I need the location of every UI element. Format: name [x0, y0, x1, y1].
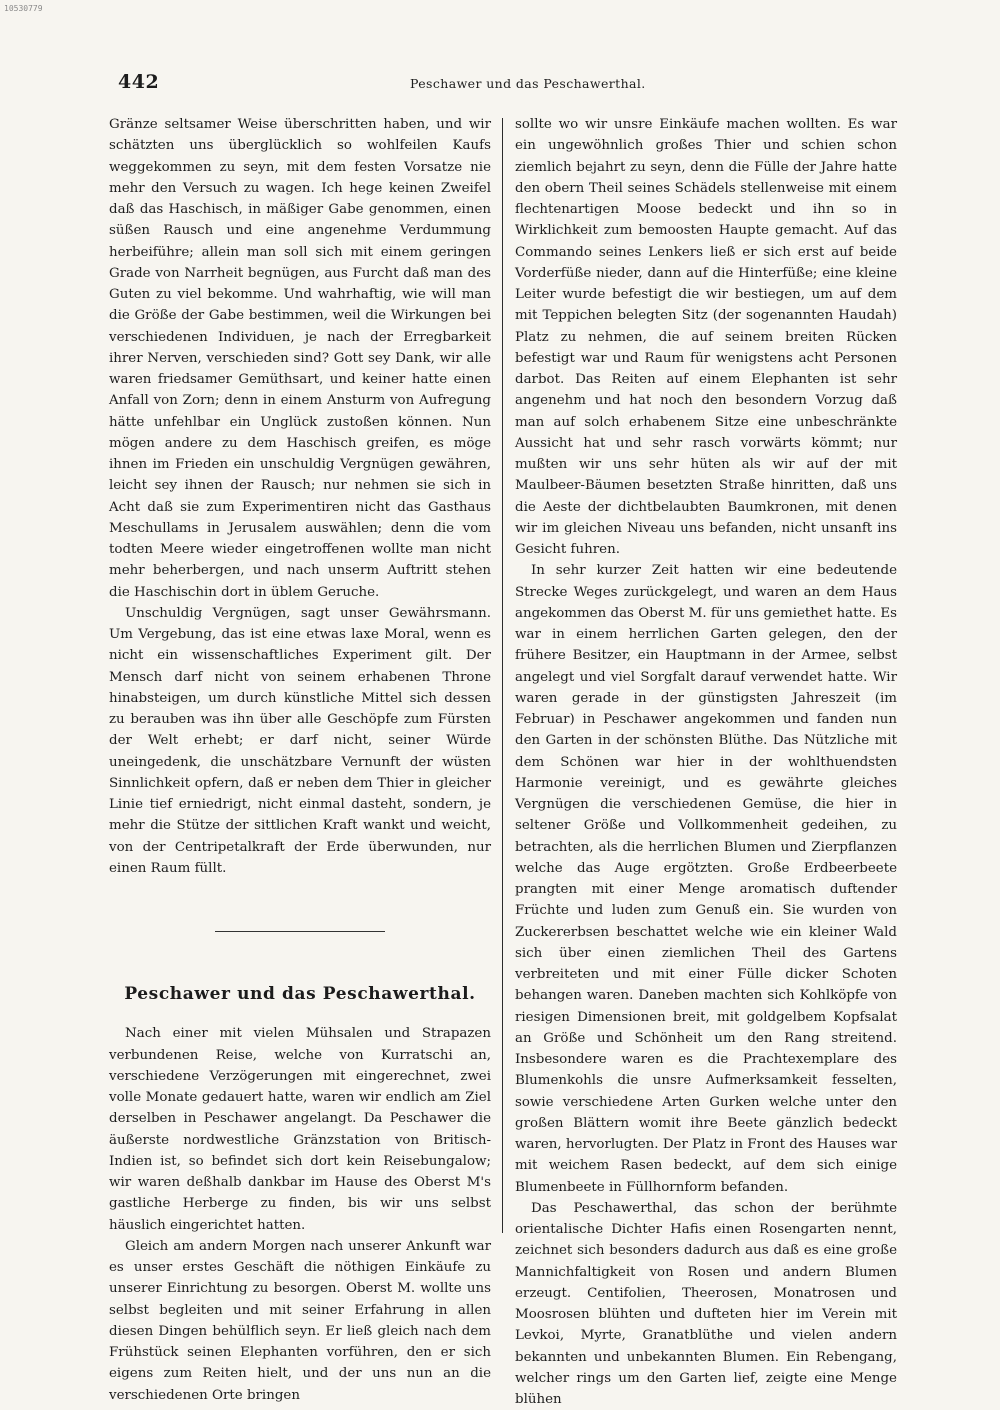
- running-head: Peschawer und das Peschawerthal.: [410, 76, 646, 91]
- section-divider: [215, 931, 385, 932]
- paragraph: Gränze seltsamer Weise überschritten haben, und wir schätzten uns überglücklich so wohlfeilen Kaufs weggekommen zu seyn, mit dem festen Vorsatze nie mehr den Versuch zu wagen. Ich hege keinen Zweifel daß das Haschisch, in mäßiger Gabe genommen, einen süßen Rausch und eine angenehme Verdummung herbeiführe; allein man soll sich mit einem geringen Grade von Narrheit begnügen, aus Furcht daß man des Guten zu viel bekomme. Und wahrhaftig, wie will man die Größe der Gabe bestimmen, weil die Wirkungen bei verschiedenen Individuen, je nach der Erregbarkeit ihrer Nerven, verschieden sind? Gott sey Dank, wir alle waren friedsamer Gemüthsart, und keiner hatte einen Anfall von Zorn; denn in einem Ansturm von Aufregung hätte unfehlbar ein Unglück zustoßen können. Nun mögen andere zu dem Haschisch greifen, es möge ihnen im Frieden ein unschuldig Vergnügen gewähren, leicht sey ihnen der Rausch; nur nehmen sie sich in Acht daß sie zum Experimentiren nicht das Gasthaus Meschullams in Jerusalem auswählen; denn die vom todten Meere wieder eingetroffenen wollte man nicht mehr beherbergen, und nach unserm Auftritt stehen die Haschischin dort in üblem Geruche.: [109, 117, 491, 600]
- left-column: [109, 114, 491, 1406]
- right-column: [515, 114, 897, 1410]
- scan-id: 10530779: [4, 4, 43, 13]
- paragraph: In sehr kurzer Zeit hatten wir eine bedeutende Strecke Weges zurückgelegt, und waren an dem Haus angekommen das Oberst M. für uns gemiethet hatte. Es war in einem herrlichen Garten gelegen, den der frühere Besitzer, ein Hauptmann in der Armee, selbst angelegt und viel Sorgfalt darauf verwendet hatte. Wir waren gerade in der günstigsten Jahreszeit (im Februar) in Peschawer angekommen und fanden nun den Garten in der schönsten Blüthe. Das Nützliche mit dem Schönen war hier in der wohlthuendsten Harmonie vereinigt, und es gewährte gleiches Vergnügen die verschiedenen Gemüse, die hier in seltener Größe und Vollkommenheit gedeihen, zu betrachten, als die herrlichen Blumen und Zierpflanzen welche das Auge ergötzten. Große Erdbeerbeete prangten mit einer Menge aromatisch duftender Früchte und luden zum Genuß ein. Sie wurden von Zuckererbsen beschattet welche wie ein kleiner Wald sich über einen ziemlichen Theil des Gartens verbreiteten und mit einer Fülle dicker Schoten behangen waren. Daneben machten sich Kohlköpfe von riesigen Dimensionen breit, mit goldgelbem Kopfsalat an Größe und Schönheit um den Rang streitend. Insbesondere waren es die Prachtexemplare des Blumenkohls die unsre Aufmerksamkeit fesselten, sowie verschiedene Arten Gurken welche unter den großen Blättern womit ihre Beete gänzlich bedeckt waren, hervorlugten. Der Platz in Front des Hauses war mit weichem Rasen bedeckt, auf dem sich einige Blumenbeete in Füllhornform befanden.: [515, 563, 897, 1195]
- paragraph: Das Peschawerthal, das schon der berühmte orientalische Dichter Hafis einen Rosengarten nennt, zeichnet sich besonders dadurch aus daß es eine große Mannichfaltigkeit von Rosen und andern Blumen erzeugt. Centifolien, Theerosen, Monatrosen und Moosrosen blühten und dufteten hier im Verein mit Levkoi, Myrte, Granatblüthe und vielen andern bekannten und unbekannten Blumen. Ein Rebengang, welcher rings um den Garten lief, zeigte eine Menge blühen: [515, 1200, 897, 1407]
- paragraph: sollte wo wir unsre Einkäufe machen wollten. Es war ein ungewöhnlich großes Thier und schien schon ziemlich bejahrt zu seyn, denn die Fülle der Jahre hatte den obern Theil seines Schädels stellenweise mit einem flechtenartigen Moose bedeckt und ihn so in Wirklichkeit zum bemoosten Haupte gemacht. Auf das Commando seines Lenkers ließ er sich erst auf beide Vorderfüße nieder, dann auf die Hinterfüße; eine kleine Leiter wurde befestigt die wir bestiegen, um auf dem mit Teppichen belegten Sitz (der sogenannten Haudah) Platz zu nehmen, die auf seinem breiten Rücken befestigt war und Raum für wenigstens acht Personen darbot. Das Reiten auf einem Elephanten ist sehr angenehm und hat noch den besondern Vorzug daß man auf solch erhabenem Sitze eine unbeschränkte Aussicht hat und sehr rasch vorwärts kömmt; nur mußten wir uns sehr hüten als wir auf der mit Maulbeer-Bäumen besetzten Straße hinritten, daß uns die Aeste der dichtbelaubten Baumkronen, mit denen wir im gleichen Niveau uns befanden, nicht unsanft ins Gesicht fuhren.: [515, 117, 897, 557]
- section-title: Peschawer und das Peschawerthal.: [124, 984, 476, 1004]
- page-number: 442: [118, 71, 160, 93]
- paragraph: Gleich am andern Morgen nach unserer Ankunft war es unser erstes Geschäft die nöthigen Einkäufe zu unserer Einrichtung zu besorgen. Oberst M. wollte uns selbst begleiten und mit seiner Erfahrung in allen diesen Dingen behülflich seyn. Er ließ gleich nach dem Frühstück seinen Elephanten vorführen, den er sich eigens zum Reiten hielt, und der uns nun an die verschiedenen Orte bringen: [109, 1238, 491, 1403]
- paragraph: Unschuldig Vergnügen, sagt unser Gewährsmann. Um Vergebung, das ist eine etwas laxe Moral, wenn es nicht ein wissenschaftliches Experiment gilt. Der Mensch darf nicht von seinem erhabenen Throne hinabsteigen, um durch künstliche Mittel sich dessen zu berauben was ihn über alle Geschöpfe zum Fürsten der Welt erhebt; er darf nicht, seiner Würde uneingedenk, die unschätzbare Vernunft der wüsten Sinnlichkeit opfern, daß er neben dem Thier in gleicher Linie tief erniedrigt, nicht einmal dasteht, sondern, je mehr die Stütze der sittlichen Kraft wankt und weicht, von der Centripetalkraft der Erde überwunden, nur einen Raum füllt.: [109, 605, 491, 876]
- column-divider: [502, 118, 503, 1233]
- paragraph: Nach einer mit vielen Mühsalen und Strapazen verbundenen Reise, welche von Kurratschi an, verschiedene Verzögerungen mit eingerechnet, zwei volle Monate gedauert hatte, waren wir endlich am Ziel derselben in Peschawer angelangt. Da Peschawer die äußerste nordwestliche Gränzstation von Britisch-Indien ist, so befindet sich dort kein Reisebungalow; wir waren deßhalb dankbar im Hause des Oberst M's gastliche Herberge zu finden, bis wir uns selbst häuslich eingerichtet hatten.: [109, 1026, 491, 1233]
